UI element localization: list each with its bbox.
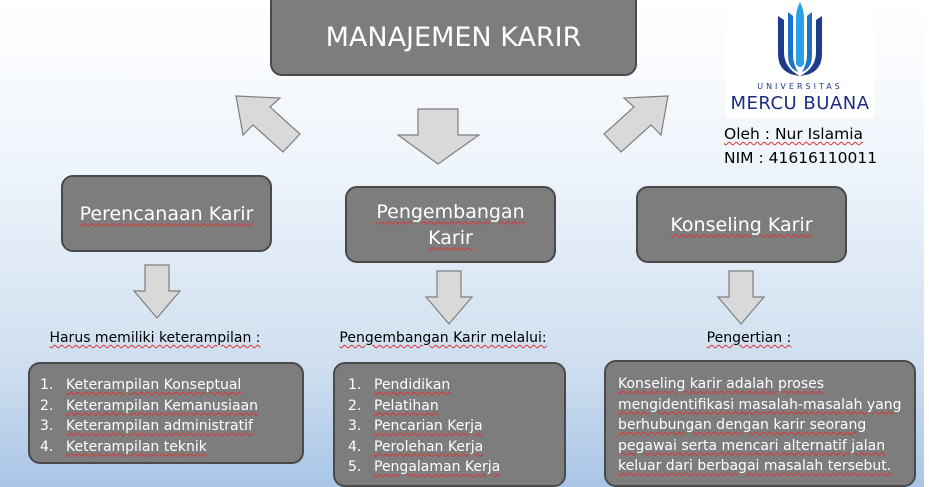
arrow-down-konseling: [716, 270, 766, 326]
right-edge-divider: [924, 0, 929, 487]
pengembangan-methods-list: [348, 375, 564, 478]
list-item: [40, 396, 302, 417]
university-logo: [725, 0, 875, 118]
pengembangan-methods-box: [333, 362, 566, 487]
logo-name: MERCU BUANA: [730, 93, 870, 114]
caption-pengembangan: [332, 330, 554, 346]
caption-pengembangan-text: Pengembangan Karir melalui:: [339, 330, 547, 346]
perencanaan-karir-box: [61, 175, 272, 252]
pengembangan-karir-box: [345, 186, 556, 263]
list-item-text: Pencarian Kerja: [374, 418, 483, 434]
perencanaan-skills-box: [28, 362, 304, 464]
definition-line: pegawai serta mencari alternatif jalan: [618, 437, 886, 454]
list-item-text: Keterampilan administratif: [66, 418, 253, 434]
list-item: [40, 416, 302, 437]
definition-line: keluar dari berbagai masalah tersebut.: [618, 458, 892, 474]
list-item-number: 3.: [348, 418, 362, 434]
list-item-text: Pendidikan: [374, 377, 451, 393]
list-item-text: Perolehan Kerja: [374, 438, 484, 455]
list-item-number: 3.: [40, 418, 54, 434]
list-item-number: 2.: [348, 397, 362, 414]
definition-line: mengidentifikasi masalah-masalah yang: [618, 396, 902, 413]
arrow-down-left: [234, 94, 304, 156]
konseling-karir-label: Konseling Karir: [670, 213, 813, 236]
list-item-number: 1.: [348, 377, 362, 393]
definition-line: berhubungan dengan karir seorang: [618, 417, 867, 433]
list-item: [348, 437, 564, 458]
caption-perencanaan: [40, 330, 270, 346]
pengembangan-karir-label-line1: Pengembangan: [376, 200, 525, 223]
list-item-number: 1.: [40, 377, 54, 393]
list-item: [348, 375, 564, 396]
title-text: MANAJEMEN KARIR: [325, 21, 582, 53]
konseling-karir-box: [636, 186, 847, 263]
arrow-down-right: [600, 94, 670, 156]
list-item-text: Keterampilan Kemanusiaan: [66, 397, 259, 414]
arrow-down-center: [397, 108, 481, 166]
list-item: [40, 437, 302, 458]
list-item: [348, 396, 564, 417]
list-item-text: Pelatihan: [374, 397, 439, 414]
definition-line: Konseling karir adalah proses: [618, 376, 825, 392]
list-item-number: 5.: [348, 459, 362, 475]
list-item-text: Keterampilan teknik: [66, 438, 207, 455]
perencanaan-karir-label: Perencanaan Karir: [79, 202, 254, 225]
perencanaan-skills-list: [40, 375, 302, 457]
caption-konseling: [690, 330, 808, 346]
author-name: Oleh : Nur Islamia: [724, 125, 864, 143]
list-item-text: Pengalaman Kerja: [374, 459, 501, 475]
pengembangan-karir-label-line2: Karir: [428, 226, 473, 249]
arrow-down-pengembangan: [424, 270, 474, 326]
logo-university-label: UNIVERSITAS: [757, 82, 843, 91]
caption-konseling-text: Pengertian :: [706, 330, 792, 346]
mercu-buana-emblem-icon: [774, 2, 826, 78]
list-item: [40, 375, 302, 396]
caption-perencanaan-text: Harus memiliki keterampilan :: [49, 330, 261, 346]
konseling-definition-box: [604, 360, 916, 487]
author-info: [724, 122, 877, 170]
list-item-number: 4.: [40, 438, 54, 455]
arrow-down-perencanaan: [132, 264, 182, 320]
author-nim: NIM : 41616110011: [724, 149, 878, 167]
list-item-number: 4.: [348, 438, 362, 455]
list-item-number: 2.: [40, 397, 54, 414]
list-item: [348, 457, 564, 478]
list-item-text: Keterampilan Konseptual: [66, 377, 242, 393]
list-item: [348, 416, 564, 437]
title-box: [270, 0, 637, 76]
